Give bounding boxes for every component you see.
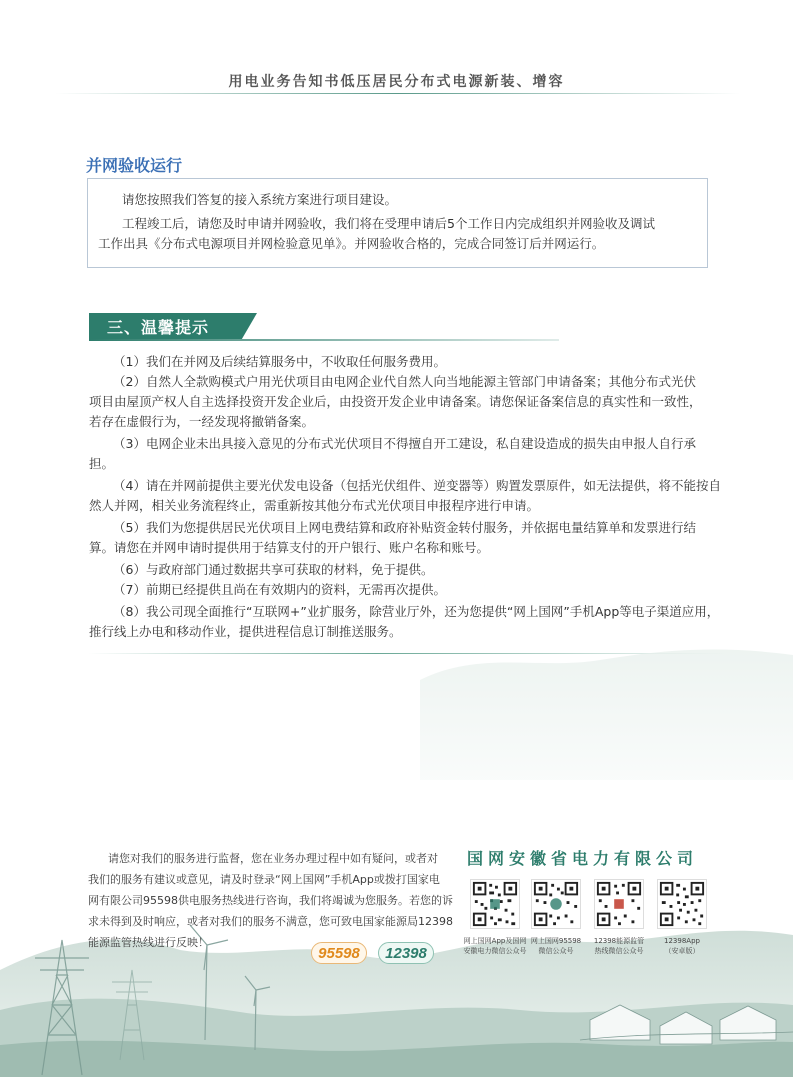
section-heading-grid-acceptance: 并网验收运行 (86, 156, 183, 175)
footer-line: 能源监管热线进行反映！ (88, 936, 209, 949)
tip-line: （8）我公司现全面推行“互联网+”业扩服务，除营业厅外，还为您提供“网上国网”手机App等电子渠道应用， (113, 604, 720, 619)
document-title: 用电业务告知书低压居民分布式电源新装、增容 (228, 74, 565, 90)
tip-line: 项目由屋顶产权人自主选择投资开发企业后，由投资开发企业申请备案。请您保证备案信息的真实性和一致性， (89, 394, 702, 409)
grid-paragraph-2: 工程竣工后，请您及时申请并网验收，我们将在受理申请后5个工作日内完成组织并网验收及调试 (122, 216, 655, 231)
tips-banner-underline (89, 339, 559, 341)
tip-line: （3）电网企业未出具接入意见的分布式光伏项目不得擅自开工建设，私自建设造成的损失由申报人自行承 (113, 436, 696, 451)
qr-code-icon (531, 879, 581, 929)
qr-code-icon (594, 879, 644, 929)
tip-line: （6）与政府部门通过数据共享可获取的材料，免于提供。 (113, 562, 434, 577)
hotline-12398-logo: 12398 (378, 942, 434, 964)
tip-line: 推行线上办电和移动作业，提供进程信息订制推送服务。 (89, 624, 402, 639)
tip-line: （5）我们为您提供居民光伏项目上网电费结算和政府补贴资金转付服务，并依据电量结算单和发票进行结 (113, 520, 696, 535)
qr-code-icon (470, 879, 520, 929)
company-name: 国网安徽省电力有限公司 (467, 849, 699, 868)
hotline-95598-logo: 95598 (311, 942, 367, 964)
grid-paragraph-3: 工作出具《分布式电源项目并网检验意见单》。并网验收合格的，完成合同签订后并网运行。 (98, 236, 605, 251)
tip-line: 然人并网，相关业务流程终止，需重新按其他分布式光伏项目申报程序进行申请。 (89, 498, 540, 513)
tips-heading: 三、温馨提示 (107, 318, 210, 337)
tip-line: （4）请在并网前提供主要光伏发电设备（包括光伏组件、逆变器等）购置发票原件，如无法提供，将不能按自 (113, 478, 721, 493)
tip-line: 担。 (89, 456, 115, 471)
qr-caption: 12398App （安卓版） (664, 937, 700, 955)
tip-line: （2）自然人全款购模式户用光伏项目由电网企业代自然人向当地能源主管部门申请备案；其他分布式光伏 (113, 374, 696, 389)
tip-line: （7）前期已经提供且尚在有效期内的资料，无需再次提供。 (113, 582, 446, 597)
qr-caption: 网上国网95598 微信公众号 (530, 937, 582, 955)
tip-line: （1）我们在并网及后续结算服务中，不收取任何服务费用。 (113, 354, 446, 369)
header-divider (55, 93, 740, 94)
qr-code-icon (657, 879, 707, 929)
qr-caption: 12398能源监管 热线微信公众号 (593, 937, 645, 955)
grid-paragraph-1: 请您按照我们答复的接入系统方案进行项目建设。 (122, 192, 398, 207)
footer-line: 请您对我们的服务进行监督，您在业务办理过程中如有疑问，或者对 (108, 852, 438, 865)
grid-acceptance-box (87, 178, 708, 268)
footer-line: 我们的服务有建议或意见，请及时登录“网上国网”手机App或拨打国家电 (88, 873, 440, 886)
footer-line: 求未得到及时响应，或者对我们的服务不满意，您可致电国家能源局12398 (88, 915, 453, 928)
tip-line: 若存在虚假行为，一经发现将撤销备案。 (89, 414, 315, 429)
footer-line: 网有限公司95598供电服务热线进行咨询，我们将竭诚为您服务。若您的诉 (88, 894, 453, 907)
qr-caption: 网上国网App及国网 安徽电力微信公众号 (463, 937, 527, 955)
tip-line: 算。请您在并网申请时提供用于结算支付的开户银行、账户名称和账号。 (89, 540, 490, 555)
